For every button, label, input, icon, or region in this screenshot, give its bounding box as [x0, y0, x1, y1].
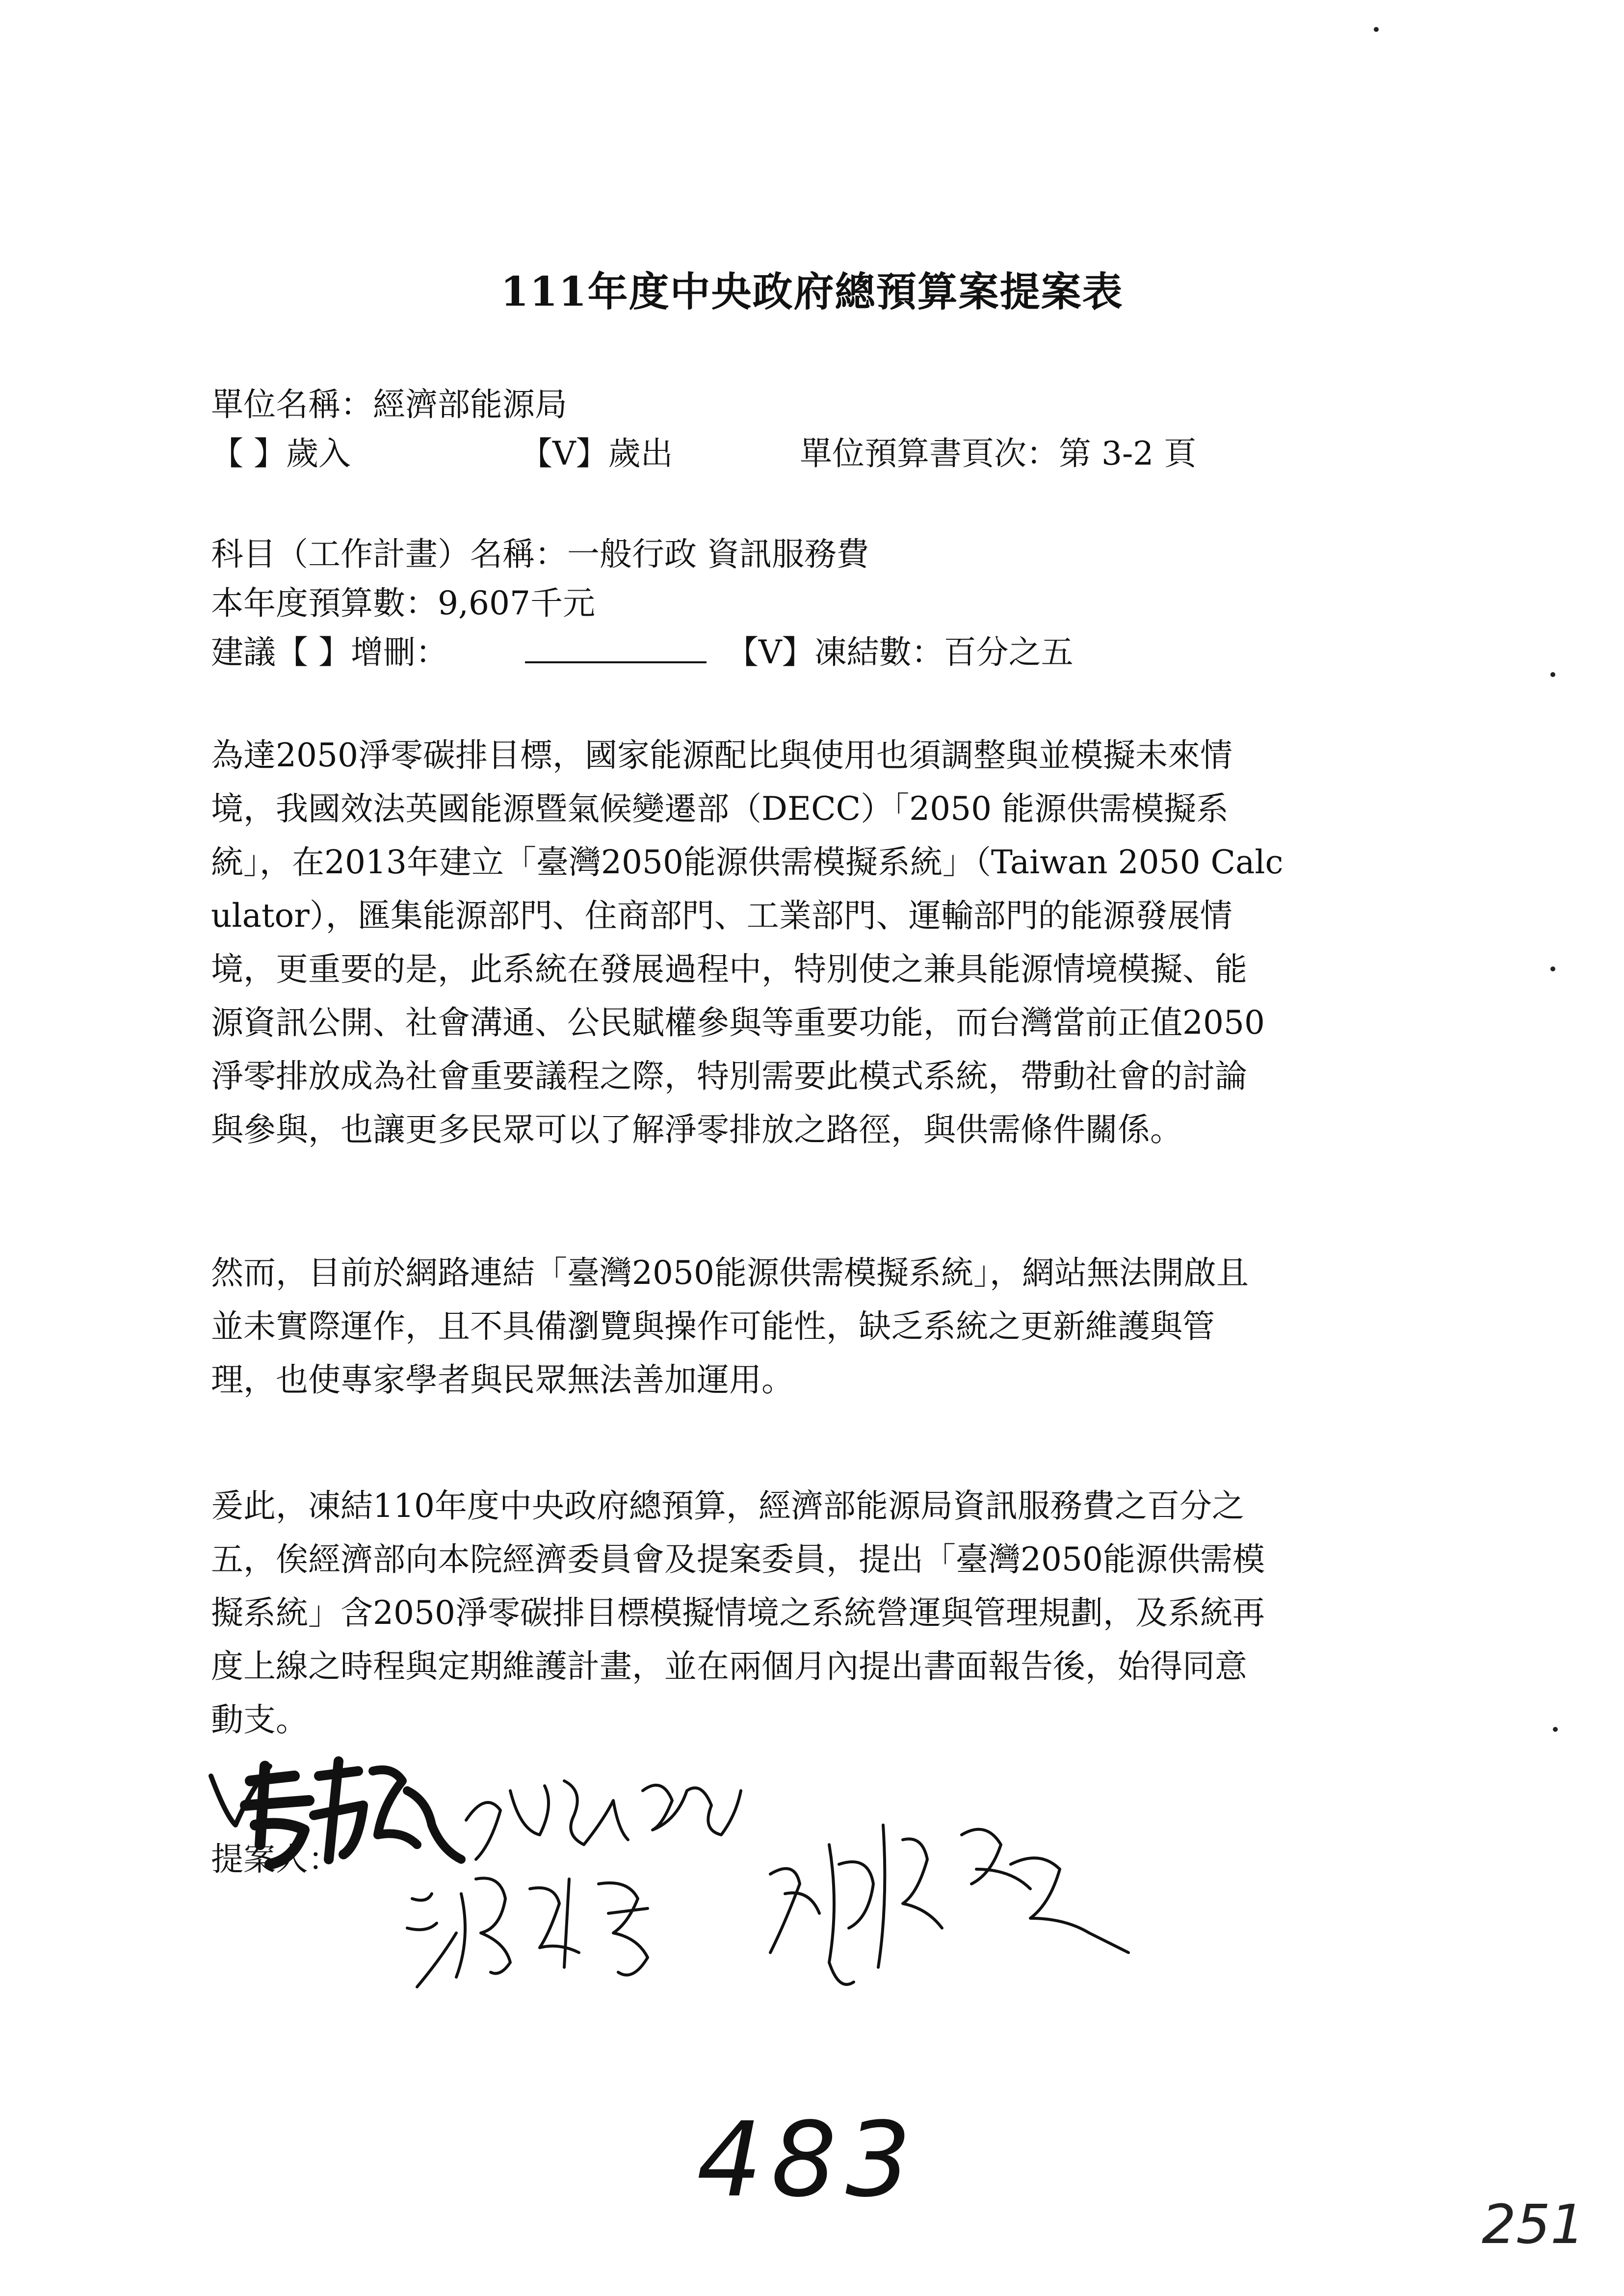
suggest-adjust-option: 建議【 】增刪：: [211, 633, 448, 671]
signature-2: [456, 1761, 751, 1874]
paragraph-line: 五，俟經濟部向本院經濟委員會及提案委員，提出「臺灣2050能源供需模: [211, 1540, 1265, 1578]
handwritten-page-number: 483: [697, 2100, 920, 2220]
suggestion-line: [211, 630, 1438, 675]
adjust-blank-underline: [520, 630, 711, 675]
revenue-expenditure-line: [211, 432, 1438, 476]
paragraph-line: 淨零排放成為社會重要議程之際，特別需要此模式系統，帶動社會的討論: [211, 1057, 1247, 1095]
paragraph-line: 統」，在2013年建立「臺灣2050能源供需模擬系統」（Taiwan 2050 Calc: [211, 843, 1283, 881]
paragraph-line: 動支。: [211, 1701, 308, 1739]
document-title: 111年度中央政府總預算案提案表: [500, 268, 1124, 315]
budget-line: 本年度預算數：9,607千元: [211, 584, 595, 622]
scan-speck: [1553, 1727, 1558, 1732]
scan-speck: [1550, 672, 1555, 677]
paragraph-background: [211, 729, 1447, 1156]
paragraph-line: 與參與，也讓更多民眾可以了解淨零排放之路徑，與供需條件關係。: [211, 1111, 1182, 1148]
freeze-option: 【V】凍結數：百分之五: [726, 633, 1074, 671]
paragraph-line: 境，我國效法英國能源暨氣候變遷部（DECC）「2050 能源供需模擬系: [211, 790, 1229, 828]
paragraph-line: ulator），匯集能源部門、住商部門、工業部門、運輸部門的能源發展情: [211, 897, 1232, 935]
page-reference: 單位預算書頁次：第 3-2 頁: [800, 435, 1197, 472]
paragraph-line: 擬系統」含2050淨零碳排目標模擬情境之系統營運與管理規劃，及系統再: [211, 1594, 1265, 1632]
paragraph-problem: [211, 1246, 1447, 1407]
scan-speck: [1550, 966, 1555, 971]
paragraph-line: 然而，目前於網路連結「臺灣2050能源供需模擬系統」，網站無法開啟且: [211, 1254, 1249, 1292]
paragraph-resolution: [211, 1479, 1447, 1747]
subject-line: 科目（工作計畫）名稱：一般行政 資訊服務費: [211, 535, 869, 573]
scan-speck: [1374, 27, 1379, 32]
revenue-option: 【 】歲入: [211, 435, 351, 472]
corner-page-number: 251: [1482, 2193, 1585, 2256]
paragraph-line: 爰此，凍結110年度中央政府總預算，經濟部能源局資訊服務費之百分之: [211, 1487, 1244, 1525]
paragraph-line: 度上線之時程與定期維護計畫，並在兩個月內提出書面報告後，始得同意: [211, 1647, 1247, 1685]
signature-3: [402, 1859, 677, 2007]
paragraph-line: 為達2050淨零碳排目標，國家能源配比與使用也須調整與並模擬未來情: [211, 736, 1232, 774]
signature-4: [756, 1805, 1148, 2011]
proposer-label: 提案人：: [211, 1840, 341, 1878]
paragraph-line: 並未實際運作，且不具備瀏覽與操作可能性，缺乏系統之更新維護與管: [211, 1307, 1215, 1345]
expenditure-option: 【V】歲出: [520, 435, 673, 472]
paragraph-line: 境，更重要的是，此系統在發展過程中，特別使之兼具能源情境模擬、能: [211, 950, 1247, 988]
unit-name-line: 單位名稱：經濟部能源局: [211, 386, 567, 423]
paragraph-line: 理，也使專家學者與民眾無法善加運用。: [211, 1361, 794, 1399]
paragraph-line: 源資訊公開、社會溝通、公民賦權參與等重要功能，而台灣當前正值2050: [211, 1004, 1265, 1042]
